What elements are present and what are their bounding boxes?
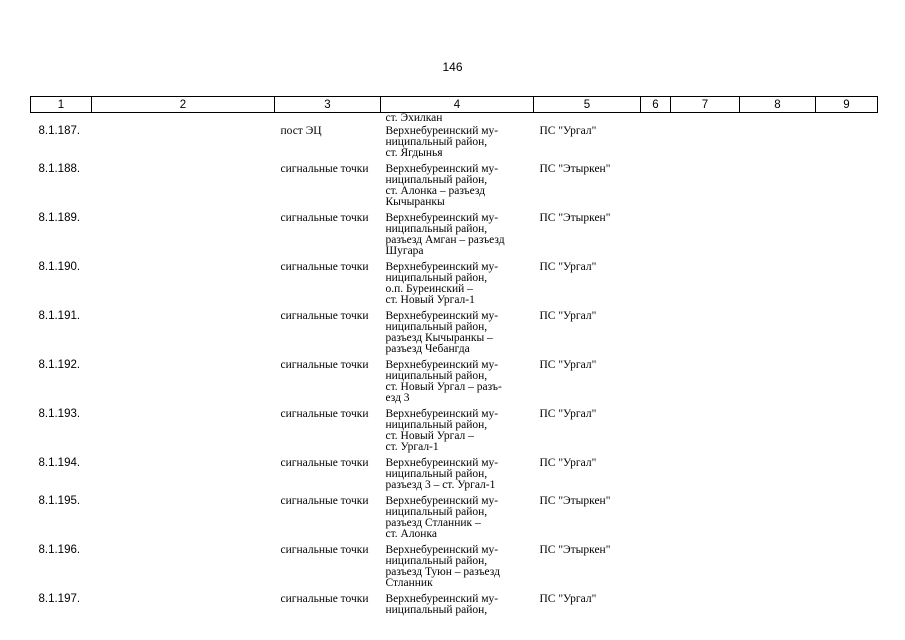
location-line: Верхнебуреинский му- — [385, 310, 499, 322]
object-type: сигнальные точки — [280, 212, 369, 224]
empty-cell — [641, 358, 671, 407]
object-type: сигнальные точки — [280, 310, 369, 322]
empty-cell — [671, 260, 740, 309]
location-line: Верхнебуреинский му- — [385, 457, 499, 469]
empty-cell — [671, 407, 740, 456]
table-row — [31, 456, 878, 494]
substation-name: ПС "Ургал" — [539, 457, 597, 469]
substation-name: ПС "Ургал" — [539, 310, 597, 322]
substation-name: ПС "Этыркен" — [539, 495, 611, 507]
row-number: 8.1.193. — [38, 408, 81, 420]
substation-name: ПС "Ургал" — [539, 261, 597, 273]
location-line: Верхнебуреинский му- — [385, 593, 499, 605]
location-line: ниципальный район, — [385, 468, 488, 480]
empty-cell — [641, 543, 671, 592]
empty-cell — [816, 309, 878, 358]
empty-cell — [816, 211, 878, 260]
column-header: 7 — [671, 97, 740, 113]
empty-cell — [671, 358, 740, 407]
location-line: ниципальный район, — [385, 136, 488, 148]
location-line: ст. Новый Ургал – — [385, 430, 474, 442]
table-row — [31, 494, 878, 543]
empty-cell — [92, 309, 275, 358]
object-type: сигнальные точки — [280, 408, 369, 420]
empty-cell — [92, 494, 275, 543]
location-line: Кычыранкы — [385, 196, 445, 208]
table-row — [31, 543, 878, 592]
empty-cell — [740, 494, 816, 543]
location-line: Шугара — [385, 245, 424, 257]
empty-cell — [671, 162, 740, 211]
location-line: ниципальный район, — [385, 370, 488, 382]
row-number: 8.1.192. — [38, 359, 81, 371]
location-line: Верхнебуреинский му- — [385, 495, 499, 507]
location-line: Верхнебуреинский му- — [385, 544, 499, 556]
column-header: 2 — [92, 97, 275, 113]
table-row — [31, 407, 878, 456]
empty-cell — [740, 543, 816, 592]
row-number: 8.1.194. — [38, 457, 81, 469]
empty-cell — [740, 592, 816, 619]
location-line: ниципальный район, — [385, 604, 488, 616]
column-header: 9 — [816, 97, 878, 113]
empty-cell — [816, 260, 878, 309]
column-header: 1 — [31, 97, 92, 113]
empty-cell — [671, 124, 740, 162]
location-line: разъезд Амган – разъезд — [385, 234, 505, 246]
column-header: 4 — [381, 97, 534, 113]
empty-cell — [816, 358, 878, 407]
empty-cell — [641, 211, 671, 260]
location-line: Верхнебуреинский му- — [385, 163, 499, 175]
empty-cell — [92, 211, 275, 260]
location-line: Верхнебуреинский му- — [385, 212, 499, 224]
location-cell — [381, 592, 534, 619]
location-cell — [381, 124, 534, 162]
empty-cell — [740, 407, 816, 456]
empty-cell — [641, 494, 671, 543]
row-number: 8.1.188. — [38, 163, 81, 175]
empty-cell — [740, 124, 816, 162]
empty-cell — [641, 592, 671, 619]
object-type: сигнальные точки — [280, 495, 369, 507]
location-line: разъезд 3 – ст. Ургал-1 — [385, 479, 496, 491]
location-line: ст. Ургал-1 — [385, 441, 439, 453]
document-table — [30, 96, 878, 619]
row-number: 8.1.191. — [38, 310, 81, 322]
continuation-row — [31, 113, 878, 125]
empty-cell — [92, 260, 275, 309]
location-line: Верхнебуреинский му- — [385, 125, 499, 137]
empty-cell — [641, 456, 671, 494]
row-number: 8.1.195. — [38, 495, 81, 507]
location-cell — [381, 543, 534, 592]
column-header: 8 — [740, 97, 816, 113]
empty-cell — [641, 260, 671, 309]
location-line: езд 3 — [385, 392, 410, 404]
object-type: сигнальные точки — [280, 544, 369, 556]
empty-cell — [816, 494, 878, 543]
row-number: 8.1.189. — [38, 212, 81, 224]
object-type: сигнальные точки — [280, 593, 369, 605]
substation-name: ПС "Ургал" — [539, 593, 597, 605]
empty-cell — [92, 358, 275, 407]
empty-cell — [740, 211, 816, 260]
column-header: 6 — [641, 97, 671, 113]
empty-cell — [92, 456, 275, 494]
location-line: Стланник — [385, 577, 433, 589]
column-header: 5 — [534, 97, 641, 113]
location-cell — [381, 456, 534, 494]
row-number: 8.1.196. — [38, 544, 81, 556]
empty-cell — [92, 124, 275, 162]
empty-cell — [671, 456, 740, 494]
location-cell — [381, 358, 534, 407]
location-line: ниципальный район, — [385, 419, 488, 431]
row-number: 8.1.190. — [38, 261, 81, 273]
continuation-text: ст. Эхилкан — [385, 112, 443, 124]
page-number: 146 — [442, 60, 463, 74]
substation-name: ПС "Этыркен" — [539, 544, 611, 556]
empty-cell — [92, 407, 275, 456]
object-type: сигнальные точки — [280, 261, 369, 273]
table-row — [31, 162, 878, 211]
location-line: ст. Алонка – разъезд — [385, 185, 486, 197]
empty-cell — [740, 162, 816, 211]
substation-name: ПС "Этыркен" — [539, 212, 611, 224]
substation-name: ПС "Ургал" — [539, 408, 597, 420]
empty-cell — [671, 309, 740, 358]
empty-cell — [816, 407, 878, 456]
empty-cell — [92, 543, 275, 592]
table-row — [31, 309, 878, 358]
location-cell — [381, 211, 534, 260]
object-type: пост ЭЦ — [280, 125, 322, 137]
empty-cell — [816, 124, 878, 162]
empty-cell — [92, 162, 275, 211]
location-line: ниципальный район, — [385, 555, 488, 567]
empty-cell — [816, 162, 878, 211]
substation-name: ПС "Ургал" — [539, 125, 597, 137]
table-row — [31, 358, 878, 407]
object-type: сигнальные точки — [280, 163, 369, 175]
location-line: ст. Новый Ургал-1 — [385, 294, 475, 306]
row-number: 8.1.197. — [38, 593, 81, 605]
location-line: разъезд Стланник – — [385, 517, 481, 529]
location-cell — [381, 309, 534, 358]
location-line: ниципальный район, — [385, 321, 488, 333]
location-line: Верхнебуреинский му- — [385, 261, 499, 273]
substation-name: ПС "Этыркен" — [539, 163, 611, 175]
location-line: Верхнебуреинский му- — [385, 359, 499, 371]
empty-cell — [92, 592, 275, 619]
location-line: о.п. Буреинский – — [385, 283, 473, 295]
empty-cell — [671, 494, 740, 543]
object-type: сигнальные точки — [280, 359, 369, 371]
empty-cell — [641, 309, 671, 358]
empty-cell — [816, 456, 878, 494]
table-row — [31, 124, 878, 162]
location-line: разъезд Кычыранкы – — [385, 332, 493, 344]
location-line: разъезд Чебангда — [385, 343, 470, 355]
table-row — [31, 592, 878, 619]
substation-name: ПС "Ургал" — [539, 359, 597, 371]
empty-cell — [671, 543, 740, 592]
location-line: ст. Ягдынья — [385, 147, 443, 159]
object-type: сигнальные точки — [280, 457, 369, 469]
empty-cell — [641, 162, 671, 211]
location-line: Верхнебуреинский му- — [385, 408, 499, 420]
empty-cell — [740, 260, 816, 309]
location-line: ниципальный район, — [385, 272, 488, 284]
empty-cell — [641, 124, 671, 162]
location-line: ст. Алонка — [385, 528, 437, 540]
table-row — [31, 211, 878, 260]
location-line: разъезд Туюн – разъезд — [385, 566, 500, 578]
location-line: ниципальный район, — [385, 223, 488, 235]
empty-cell — [740, 456, 816, 494]
empty-cell — [740, 358, 816, 407]
location-line: ст. Новый Ургал – разъ- — [385, 381, 502, 393]
empty-cell — [671, 592, 740, 619]
empty-cell — [740, 309, 816, 358]
column-number-header — [31, 97, 878, 113]
empty-cell — [641, 407, 671, 456]
column-header: 3 — [275, 97, 381, 113]
row-number: 8.1.187. — [38, 125, 81, 137]
empty-cell — [671, 211, 740, 260]
empty-cell — [816, 543, 878, 592]
location-cell — [381, 162, 534, 211]
location-cell — [381, 407, 534, 456]
location-cell — [381, 494, 534, 543]
location-line: ниципальный район, — [385, 174, 488, 186]
location-line: ниципальный район, — [385, 506, 488, 518]
empty-cell — [816, 592, 878, 619]
table-row — [31, 260, 878, 309]
location-cell — [381, 260, 534, 309]
